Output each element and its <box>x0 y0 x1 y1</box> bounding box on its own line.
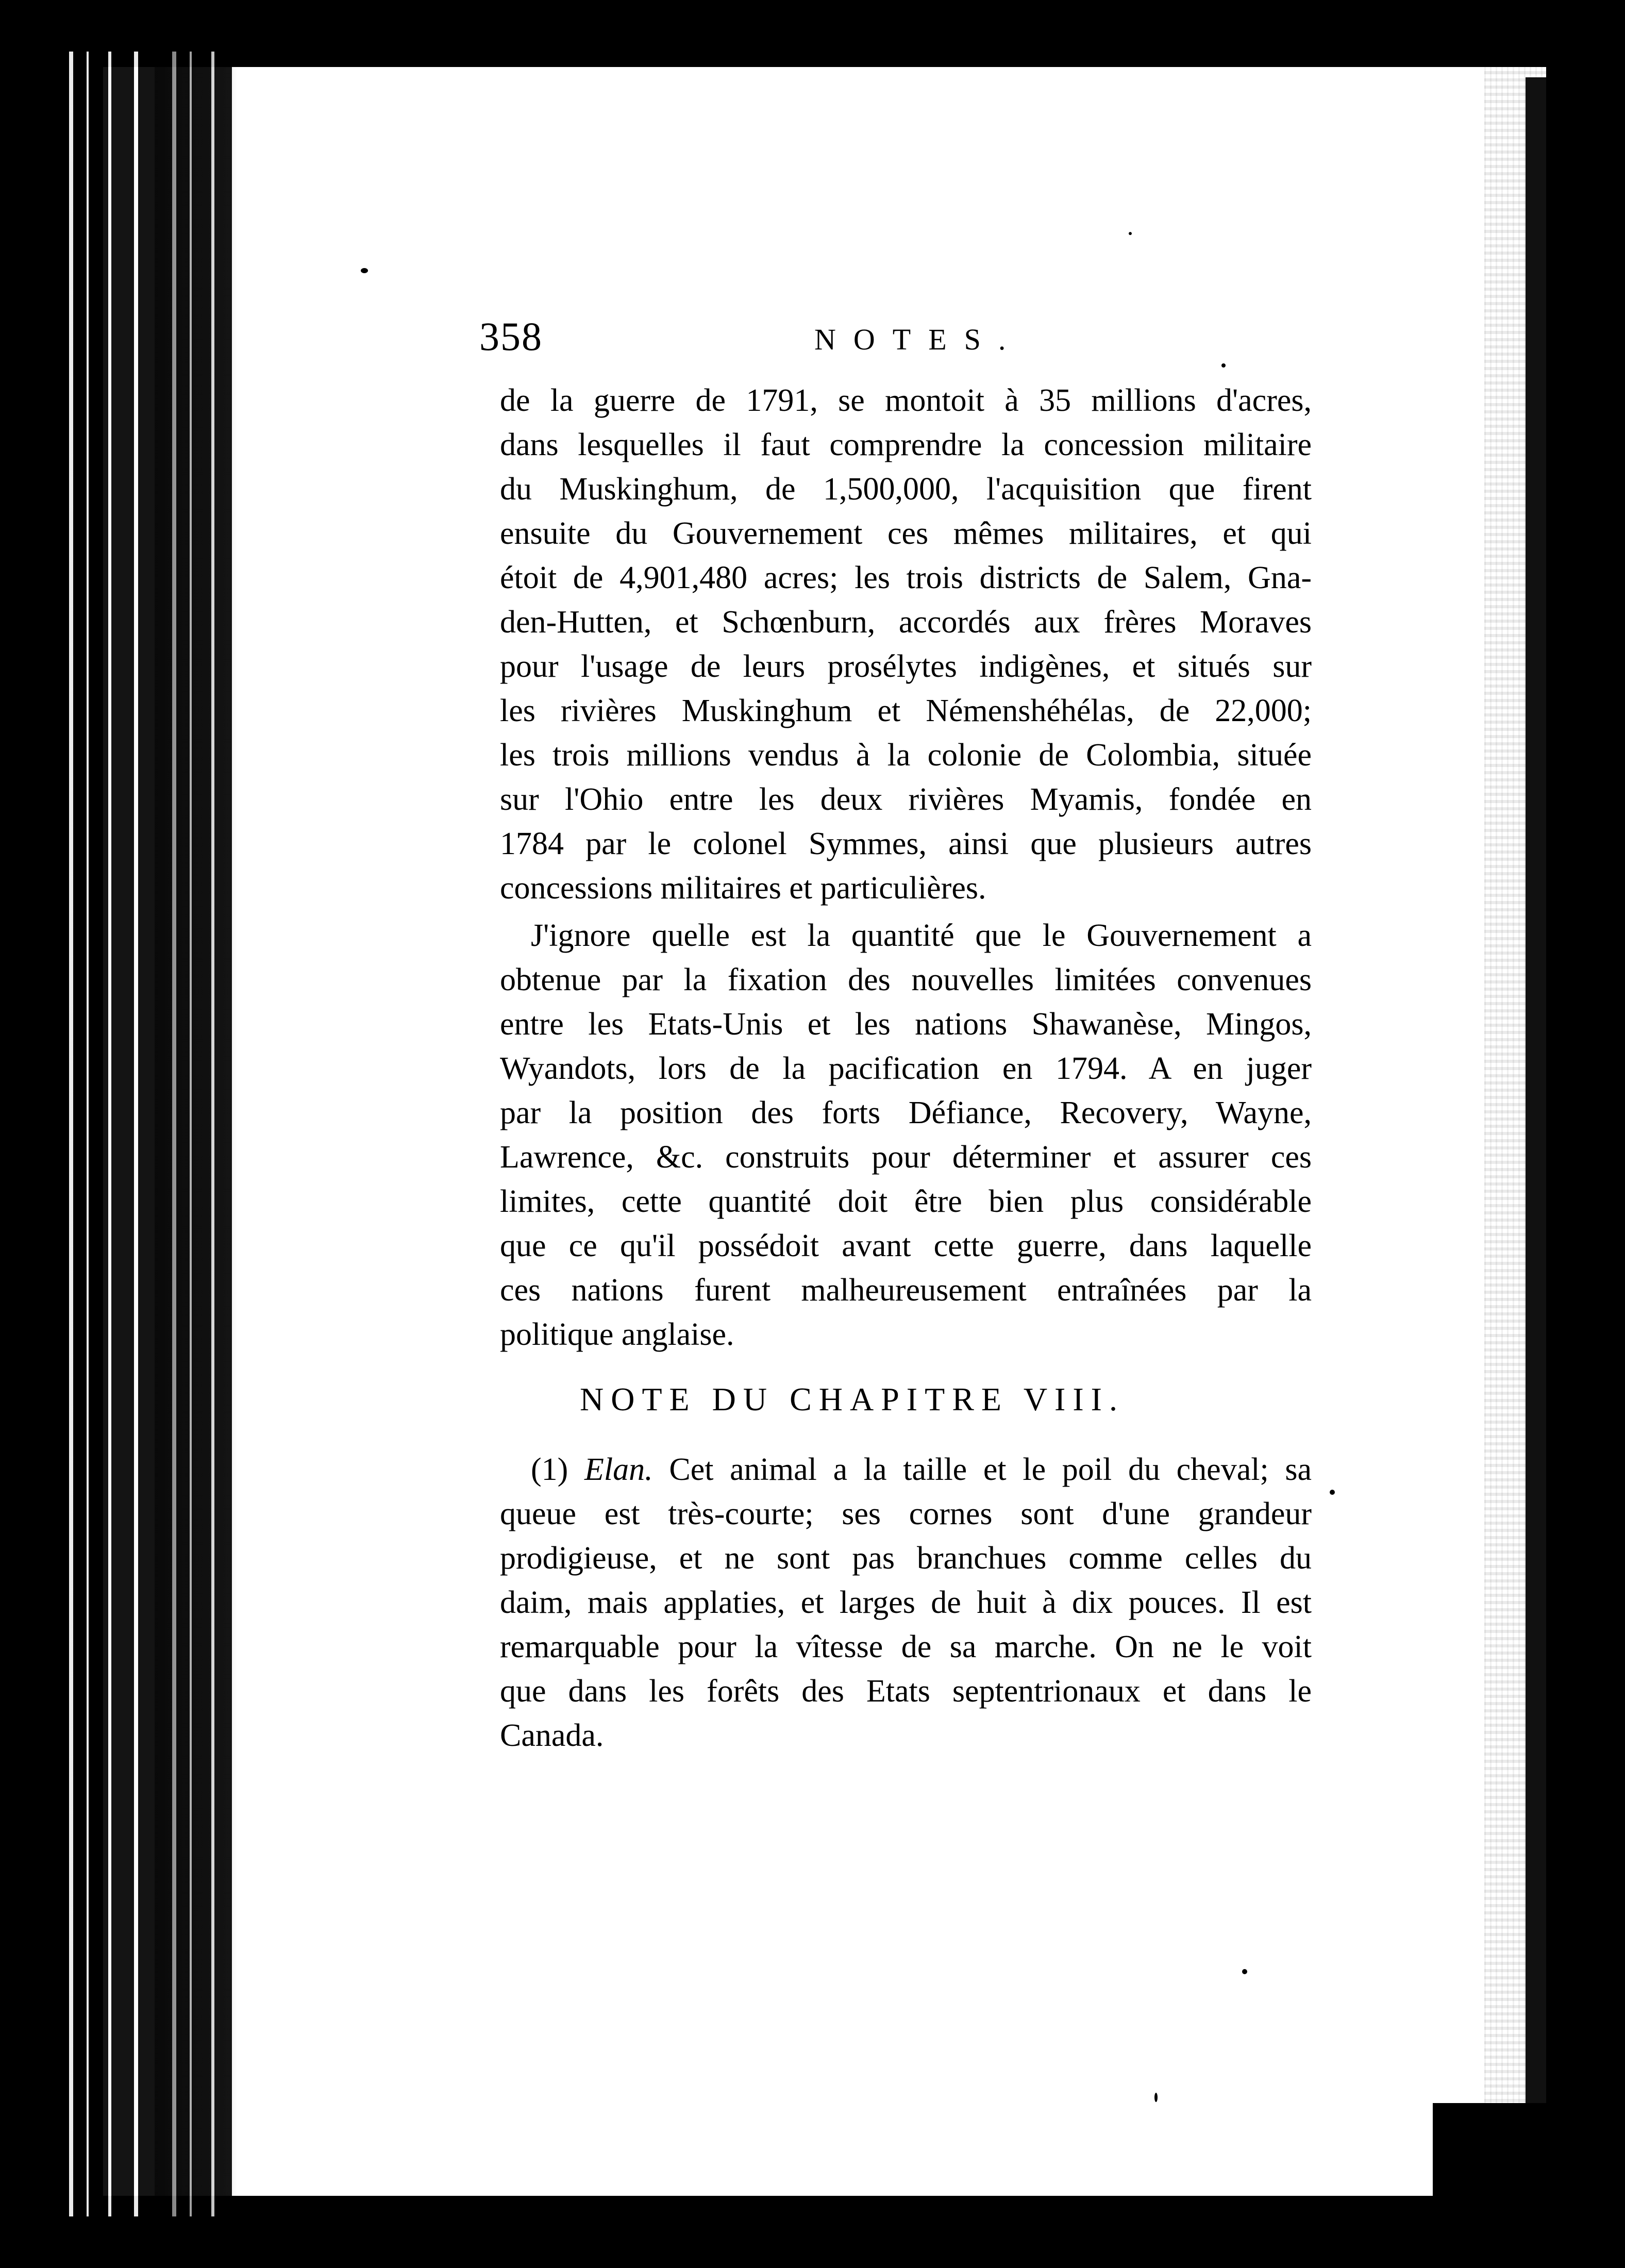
note-marker: (1) <box>531 1452 568 1487</box>
page-bottom-corner-shadow <box>1433 2103 1551 2196</box>
text-line: Lawrence, &c. construits pour déterminer et assurer ces <box>500 1140 1312 1175</box>
note-first-line-rest: Cet animal a la taille et le poil du cheval; sa <box>669 1452 1312 1487</box>
text-line: concessions militaires et particulières. <box>500 871 986 906</box>
scan-speck <box>1154 2093 1158 2102</box>
text-line: étoit de 4,901,480 acres; les trois districts de Salem, Gna- <box>500 560 1312 595</box>
text-line: politique anglaise. <box>500 1317 734 1352</box>
text-line: ensuite du Gouvernement ces mêmes militaires, et qui <box>500 516 1312 551</box>
text-line: par la position des forts Défiance, Recovery, Wayne, <box>500 1095 1312 1130</box>
header-title: NOTES. <box>814 323 1024 356</box>
text-line: remarquable pour la vîtesse de sa marche. On ne le voit <box>500 1629 1312 1664</box>
running-head <box>479 313 1355 360</box>
scan-speck <box>1330 1490 1335 1495</box>
page-right-edge-shadow <box>1526 77 1546 2180</box>
text-line: du Muskinghum, de 1,500,000, l'acquisition que firent <box>500 472 1312 507</box>
text-line: 1784 par le colonel Symmes, ainsi que plusieurs autres <box>500 826 1312 861</box>
section-heading: NOTE DU CHAPITRE VIII. <box>580 1381 1125 1418</box>
text-line: Canada. <box>500 1718 604 1753</box>
scan-speck <box>1221 363 1226 368</box>
text-line: obtenue par la fixation des nouvelles limitées convenues <box>500 962 1312 997</box>
binding-shadow <box>155 52 237 2216</box>
text-line: prodigieuse, et ne sont pas branchues comme celles du <box>500 1541 1312 1576</box>
text-line: pour l'usage de leurs prosélytes indigènes, et situés sur <box>500 649 1312 684</box>
text-line: de la guerre de 1791, se montoit à 35 millions d'acres, <box>500 383 1312 418</box>
text-line: Wyandots, lors de la pacification en 1794. A en juger <box>500 1051 1312 1086</box>
text-line: J'ignore quelle est la quantité que le Gouvernement a <box>531 918 1312 953</box>
text-line: les trois millions vendus à la colonie de Colombia, située <box>500 738 1312 773</box>
scan-speck <box>361 268 368 273</box>
text-line: limites, cette quantité doit être bien plus considérable <box>500 1184 1312 1219</box>
text-line: entre les Etats-Unis et les nations Shawanèse, Mingos, <box>500 1007 1312 1042</box>
scan-speck <box>1242 1969 1247 1974</box>
text-line: queue est très-courte; ses cornes sont d'une grandeur <box>500 1496 1312 1531</box>
text-line: sur l'Ohio entre les deux rivières Myamis, fondée en <box>500 782 1312 817</box>
text-line: ces nations furent malheureusement entraînées par la <box>500 1273 1312 1308</box>
text-line: que ce qu'il possédoit avant cette guerre, dans laquelle <box>500 1228 1312 1263</box>
note-first-line <box>531 1447 1312 1492</box>
scan-speck <box>1129 232 1132 235</box>
note-term: Elan. <box>584 1452 653 1487</box>
page-number: 358 <box>479 314 543 359</box>
text-line: den-Hutten, et Schœnburn, accordés aux frères Moraves <box>500 605 1312 640</box>
text-line: dans lesquelles il faut comprendre la concession militaire <box>500 427 1312 462</box>
text-line: les rivières Muskinghum et Némenshéhélas, de 22,000; <box>500 693 1312 728</box>
text-line: daim, mais applaties, et larges de huit à dix pouces. Il est <box>500 1585 1312 1620</box>
text-line: que dans les forêts des Etats septentrionaux et dans le <box>500 1674 1312 1709</box>
